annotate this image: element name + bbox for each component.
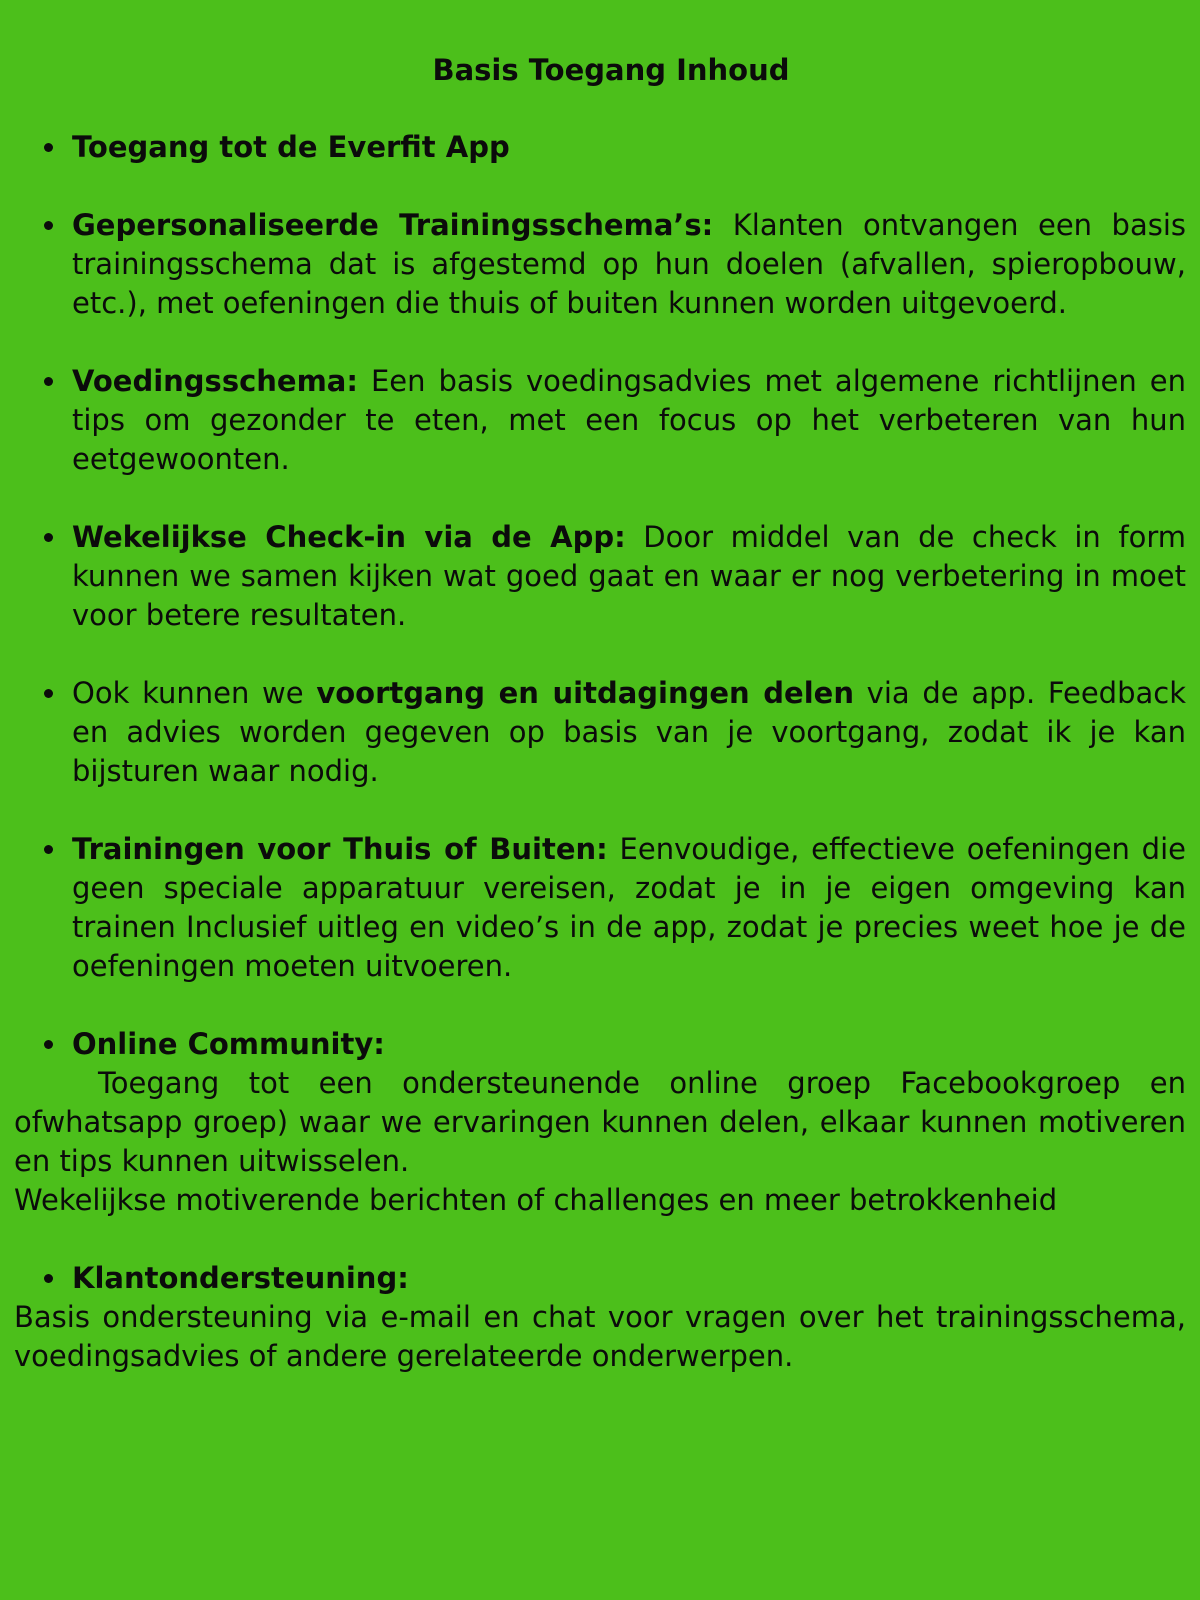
item-heading: Toegang tot de Everfit App — [72, 130, 510, 164]
list-item-progress-sharing — [14, 674, 1186, 791]
item-body: Door middel van de check in form kunnen we samen kijken wat goed gaat en waar er nog verbetering in moet voor betere resultaten. — [72, 520, 1186, 632]
page-title: Basis Toegang Inhoud — [432, 53, 790, 87]
item-body: Eenvoudige, effectieve oefeningen die geen speciale apparatuur vereisen, zodat je in je eigen omgeving kan trainen Inclusief uitleg en video’s in de app, zodat je precies weet hoe je de oefeningen moeten uitvoeren. — [72, 832, 1186, 983]
item-heading: Online Community: — [72, 1027, 385, 1061]
item-body: Een basis voedingsadvies met algemene richtlijnen en tips om gezonder te eten, met een focus op het verbeteren van hun eetgewoonten. — [72, 364, 1186, 476]
feature-list — [14, 128, 1186, 1064]
document-page — [14, 48, 1186, 1376]
item-heading: Trainingen voor Thuis of Buiten: — [72, 832, 608, 866]
item-heading: Wekelijkse Check-in via de App: — [72, 520, 626, 554]
item-body: Klanten ontvangen een basis trainingsschema dat is afgestemd op hun doelen (afvallen, spieropbouw, etc.), met oefeningen die thuis of buiten kunnen worden uitgevoerd. — [72, 208, 1186, 320]
item-body: via de app. Feedback en advies worden gegeven op basis van je voortgang, zodat ik je kan bijsturen waar nodig. — [72, 676, 1186, 788]
community-description: Toegang tot een ondersteunende online groep Facebookgroep en ofwhatsapp groep) waar we ervaringen kunnen delen, elkaar kunnen motiveren en tips kunnen uitwisselen. — [14, 1066, 1186, 1178]
item-heading: Gepersonaliseerde Trainingsschema’s: — [72, 208, 714, 242]
item-heading: Voedingsschema: — [72, 364, 358, 398]
spacer — [14, 1220, 1186, 1259]
list-item-home-outdoor-training — [14, 830, 1186, 986]
list-item-nutrition — [14, 362, 1186, 479]
item-heading: Klantondersteuning: — [72, 1261, 409, 1295]
list-item-training-schemes — [14, 206, 1186, 323]
list-item-everfit-app — [14, 128, 1186, 167]
support-list — [14, 1259, 1186, 1298]
community-extra: Wekelijkse motiverende berichten of challenges en meer betrokkenheid — [14, 1183, 1058, 1217]
list-item-weekly-checkin — [14, 518, 1186, 635]
support-description: Basis ondersteuning via e-mail en chat voor vragen over het trainingsschema, voedingsadvies of andere gerelateerde onderwerpen. — [14, 1300, 1186, 1373]
list-item-customer-support — [14, 1259, 1186, 1298]
list-item-online-community — [14, 1025, 1186, 1064]
item-heading: voortgang en uitdagingen delen — [316, 676, 854, 710]
item-prefix: Ook kunnen we — [72, 676, 317, 710]
